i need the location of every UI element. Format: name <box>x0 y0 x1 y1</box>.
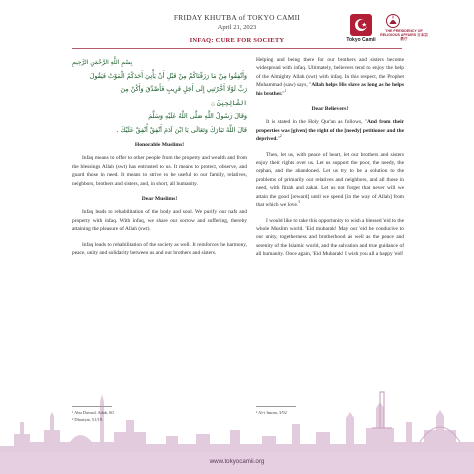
arabic-hadith-line: وَقَالَ رَسُولُ اللَّهِ صَلَّى اللَّهُ عَلَيْهِ وَسَلَّمَ <box>148 112 247 120</box>
paragraph-text: Helping and being there for our brothers and sisters become widespread with infaq. Ultimately, believers tend to enjoy the help of the Almighty Allah (swt) with infaq. In this respect, the Prophet Muhammad (saw) says, " <box>256 57 404 89</box>
paragraph-text: Then, let us, with peace of heart, let our brothers and sisters enjoy their rights over us. Let us support the poor, the needy, the orphan, and the abandoned. Let us try to be a solution to the problems of primarily our relatives and neighbors, and all those in need, with fitrah and zakat. Let us not forget that never will we attain the good [reward] until we spend [in the way of Allah] from that which we love. <box>256 151 404 209</box>
footnote-divider <box>72 406 112 407</box>
arabic-verse-line: الصَّالِحِينَ ۞ <box>211 98 247 107</box>
arabic-verse-line: رَبِّ لَوْلَا أَخَّرْتَنِي إِلَى أَجَلٍ قَرِيبٍ فَأَصَّدَّقَ وَأَكُنْ مِنَ <box>120 85 247 93</box>
paragraph-text: It is stated in the Holy Qur'an as follows, " <box>266 119 368 126</box>
footnote-marker: 2 <box>279 134 282 139</box>
left-column <box>72 56 247 264</box>
paragraph: Infaq means to offer to other people from the property and wealth and from the blessings Allah (swt) has entrusted to us. It means to protect, observe, and guard those in need. It means to strive to be useful to our family, relatives, neighbors, brothers and sisters, and, in short, all humanity. <box>72 155 247 187</box>
paragraph: Infaq leads to rehabilitation of the society as well. It reinforces he harmony, peace, unity and solidarity between us and our brothers and sisters. <box>72 241 247 257</box>
paragraph <box>256 151 404 210</box>
footer-website-link[interactable]: www.tokyocamii.org <box>209 458 265 465</box>
religious-affairs-logo <box>386 13 400 29</box>
page-topic: INFAQ: CURE FOR SOCIETY <box>189 37 285 44</box>
religious-affairs-logo-caption: THE PRESIDENCY OF RELIGIOUS AFFAIRS 日本宗教庁 <box>380 29 428 42</box>
quran-quote: And from their properties was [given] the right of the [needy] petitioner and the deprived. <box>256 119 404 143</box>
footnote: ³ Al-i Imran, 3/92 <box>256 410 287 415</box>
paragraph <box>256 56 404 98</box>
footnote-marker: 3 <box>298 200 301 205</box>
footnotes-left <box>72 406 247 423</box>
arabic-verse-line: وَأَنْفِقُوا مِنْ مَا رَزَقْنَاكُمْ مِنْ قَبْلِ أَنْ يَأْتِيَ أَحَدَكُمُ الْمَوْتُ فَيَقُولَ <box>89 71 247 80</box>
paragraph-text: " <box>277 136 280 143</box>
right-column <box>256 56 404 266</box>
footnote-divider <box>256 406 296 407</box>
section-heading: Honorable Muslims! <box>134 142 185 148</box>
footnote: ¹ Abu Dawud, Adab, 60. <box>72 410 115 415</box>
header-divider <box>72 48 402 49</box>
paragraph-text: " <box>282 90 285 97</box>
footnote-marker: 1 <box>284 88 287 93</box>
paragraph: I would like to take this opportunity to wish a blessed 'eid to the whole Muslim world. 'Eid mubarak! May our 'eid be conducive to our unity, togetherness and brotherhood as well as the peace and serenity of the Islamic world, and the salvation and true guidance of all humanity. Once again, 'Eid Mubarak! I wish you all a happy 'eid! <box>256 217 404 258</box>
arabic-basmala: بِسْمِ اللَّهِ الرَّحْمَنِ الرَّحِيمِ <box>72 59 133 66</box>
arabic-hadith-line: قَالَ اللَّهُ تَبَارَكَ وَتَعَالَى يَا ابْنَ آدَمَ أَنْفِقْ أُنْفِقْ عَلَيْكَ . <box>116 125 247 134</box>
section-heading: Dear Muslims! <box>141 196 178 203</box>
hadith-quote: Allah helps His slave as long as he helps his brother. <box>256 82 404 97</box>
page-date: April 21, 2023 <box>217 24 257 31</box>
paragraph <box>256 118 404 143</box>
page-title: FRIDAY KHUTBA of TOKYO CAMII <box>173 13 301 22</box>
section-heading: Dear Believers! <box>311 106 349 113</box>
footnotes-right <box>256 406 404 416</box>
tokyo-camii-logo-caption: Tokyo Camii <box>346 37 376 43</box>
paragraph: Infaq leads to rehabilitation of the body and soul. We purify our nafs and property with infaq. With infaq, we share our sorrow and suffering, thereby attaining the pleasure of Allah (swt). <box>72 209 247 233</box>
footnote: ² Dhariyat, 51/19. <box>72 417 104 422</box>
